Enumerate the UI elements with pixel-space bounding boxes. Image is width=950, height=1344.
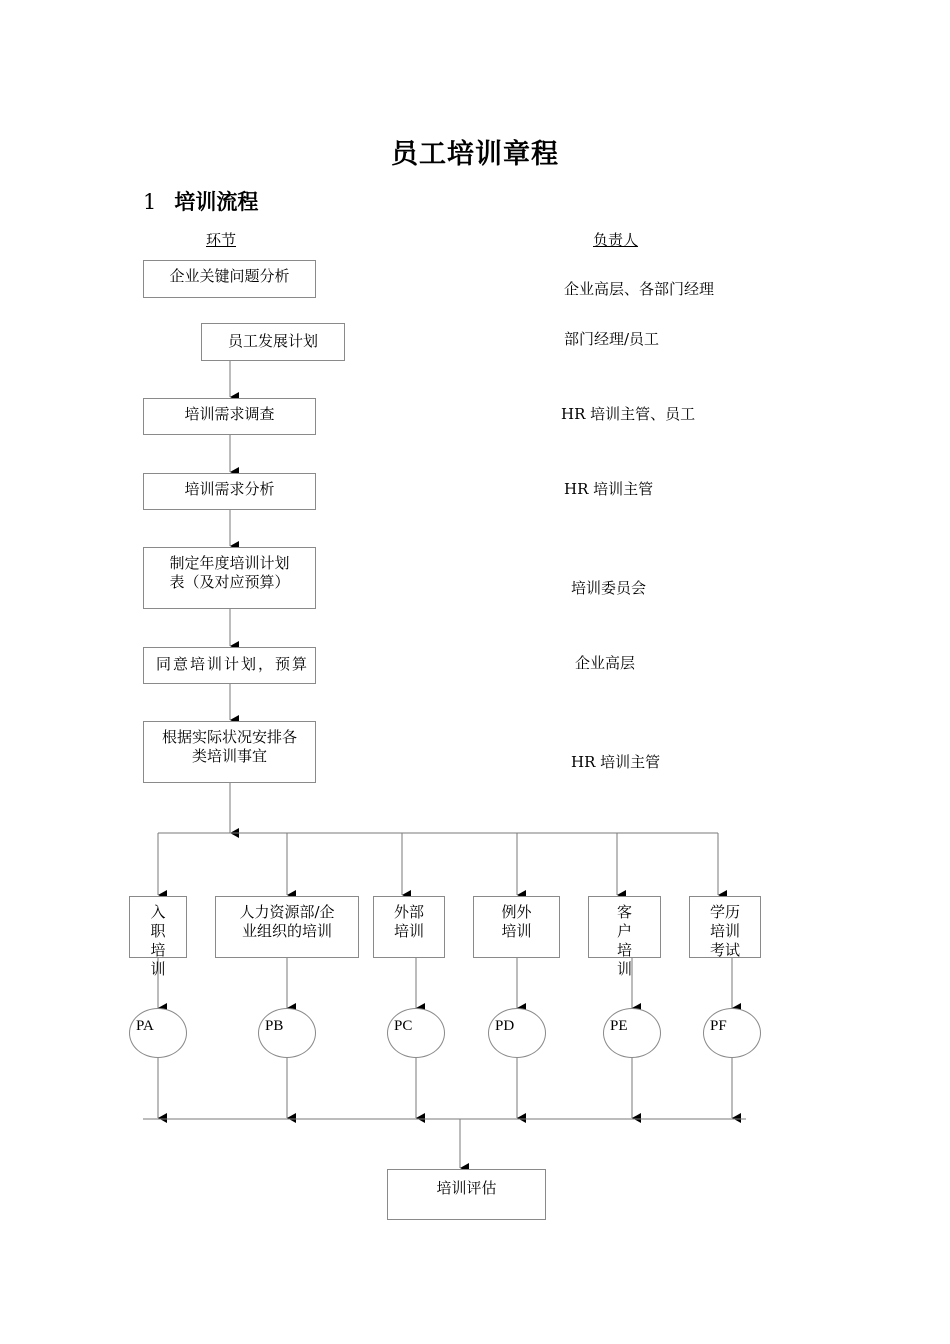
circle-code: PE: [610, 1018, 628, 1034]
step-training-needs-survey: [143, 398, 316, 435]
circle-code: PD: [495, 1018, 515, 1034]
branch-customer-training: [588, 896, 661, 978]
branch-label: 学历培训考试: [709, 903, 740, 959]
circle-pe: [603, 1008, 661, 1058]
owner-training-needs-analysis: HR 培训主管: [564, 480, 654, 498]
step-label: 企业关键问题分析: [169, 267, 290, 285]
branch-hr-organized-training: [215, 896, 359, 958]
branch-exceptional-training: [473, 896, 560, 958]
circle-code: PA: [136, 1018, 154, 1034]
step-key-issue-analysis: [143, 260, 316, 298]
owner-arrange-training: HR 培训主管: [571, 753, 661, 771]
branch-onboarding-training: [129, 896, 187, 978]
step-label: 员工发展计划: [227, 332, 318, 350]
section-number: 1: [143, 190, 157, 214]
section-title: 培训流程: [174, 189, 259, 214]
branch-label: 例外培训: [501, 903, 532, 940]
branch-external-training: [373, 896, 445, 958]
owner-key-issue-analysis: 企业高层、各部门经理: [564, 280, 715, 298]
step-annual-training-plan: [143, 547, 316, 609]
circle-pa: [129, 1008, 187, 1058]
owner-employee-development-plan: 部门经理/员工: [564, 330, 660, 348]
step-label: 培训评估: [436, 1179, 497, 1197]
owner-training-needs-survey: HR 培训主管、员工: [561, 405, 696, 423]
step-label: 根据实际状况安排各类培训事宜: [161, 728, 297, 765]
branch-degree-training-exam: [689, 896, 761, 958]
circle-code: PB: [265, 1018, 284, 1034]
step-employee-development-plan: [201, 323, 345, 361]
step-label: 同意培训计划，预算: [156, 655, 310, 673]
circle-pf: [703, 1008, 761, 1058]
step-label: 制定年度培训计划表（及对应预算）: [169, 554, 290, 591]
circle-pc: [387, 1008, 445, 1058]
step-column-header: 环节: [206, 231, 237, 249]
owner-annual-training-plan: 培训委员会: [571, 579, 647, 597]
page-title: 员工培训章程: [391, 139, 559, 170]
branch-label: 外部培训: [394, 903, 425, 940]
step-label: 培训需求分析: [184, 480, 275, 498]
owner-column-header: 负责人: [593, 231, 639, 249]
step-training-needs-analysis: [143, 473, 316, 510]
step-training-evaluation: [387, 1169, 546, 1220]
step-approve-plan-budget: [143, 647, 316, 684]
branch-label: 客户培训: [616, 903, 632, 978]
step-arrange-training: [143, 721, 316, 783]
circle-code: PF: [710, 1018, 727, 1034]
circle-pb: [258, 1008, 316, 1058]
branch-label: 入职培训: [150, 903, 166, 978]
circle-code: PC: [394, 1018, 413, 1034]
step-label: 培训需求调查: [184, 405, 275, 423]
circle-pd: [488, 1008, 546, 1058]
branch-label: 人力资源部/企业组织的培训: [239, 903, 335, 940]
owner-approve-plan-budget: 企业高层: [575, 654, 636, 672]
